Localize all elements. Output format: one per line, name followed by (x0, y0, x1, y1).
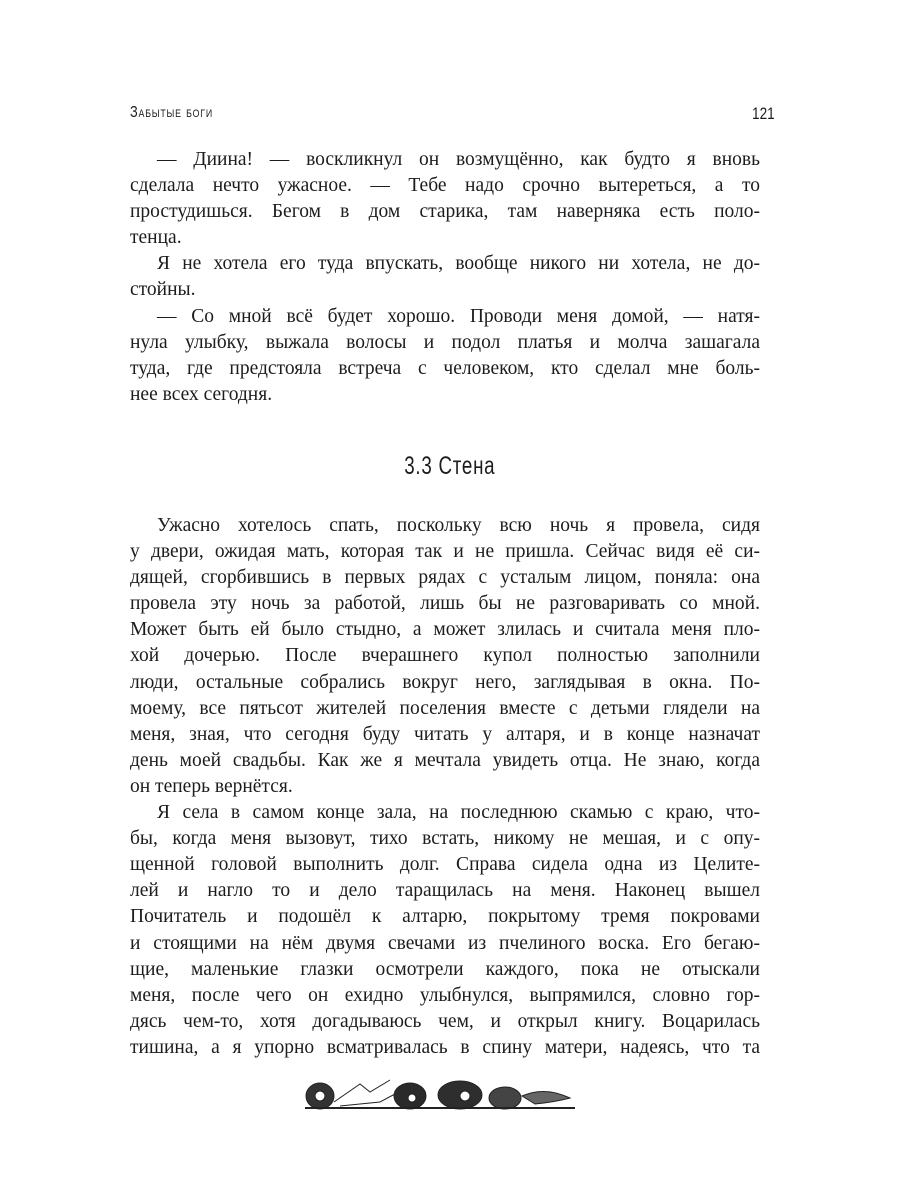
running-title: Забытые боги (130, 104, 213, 121)
text-line: стойны. (130, 279, 196, 301)
text-line: бы, когда меня вызовут, тихо встать, никому не мешая, и с опу- (130, 828, 760, 850)
text-line: Я села в самом конце зала, на последнюю скамью с краю, что- (157, 802, 760, 824)
text-line: — Диина! — воскликнул он возмущённо, как будто я вновь (157, 149, 760, 170)
text-line: день моей свадьбы. Как же я мечтала увидеть отца. Не знаю, когда (130, 749, 760, 771)
text-line: меня, после чего он ехидно улыбнулся, выпрямился, словно гор- (130, 984, 760, 1006)
text-line: Почитатель и подошёл к алтарю, покрытому тремя покровами (130, 906, 760, 928)
text-line: люди, остальные собрались вокруг него, заглядывая в окна. По- (130, 671, 760, 693)
text-line: у двери, ожидая мать, которая так и не пришла. Сейчас видя её си- (130, 541, 760, 563)
text-line: нее всех сегодня. (130, 383, 273, 405)
text-section-one (130, 147, 760, 408)
text-line: моему, все пятьсот жителей поселения вместе с детьми глядели на (130, 697, 760, 719)
text-line: туда, где предстояла встреча с человеком, кто сделал мне боль- (130, 357, 760, 379)
text-line: нула улыбку, выжала волосы и подол платья и молча зашагала (130, 331, 760, 353)
text-line: дящей, сгорбившись в первых рядах с усталым лицом, поняла: она (130, 567, 760, 589)
text-line: простудишься. Бегом в дом старика, там наверняка есть поло- (130, 201, 760, 223)
text-line: хой дочерью. После вчерашнего купол полностью заполнили (130, 645, 760, 667)
text-section-two (130, 513, 760, 1061)
text-line: меня, зная, что сегодня буду читать у алтаря, и в конце назначат (130, 723, 760, 745)
decorative-ornament-icon (300, 1072, 582, 1114)
text-line: Я не хотела его туда впускать, вообще никого ни хотела, не до- (157, 253, 760, 275)
text-line: дясь чем-то, хотя догадываюсь чем, и открыл книгу. Воцарилась (130, 1010, 760, 1032)
text-line: сделала нечто ужасное. — Тебе надо срочно вытереться, а то (130, 175, 760, 197)
text-line: щенной головой выполнить долг. Справа сидела одна из Целите- (130, 854, 760, 876)
text-line: провела эту ночь за работой, лишь бы не разговаривать со мной. (130, 593, 760, 615)
text-line: — Со мной всё будет хорошо. Проводи меня домой, — натя- (157, 305, 760, 327)
text-line: Ужасно хотелось спать, поскольку всю ночь я провела, сидя (157, 515, 760, 536)
text-line: он теперь вернётся. (130, 775, 293, 797)
text-line: лей и нагло то и дело таращилась на меня. Наконец вышел (130, 880, 760, 902)
text-line: тенца. (130, 227, 182, 249)
text-line: и стоящими на нём двумя свечами из пчелиного воска. Его бегаю- (130, 932, 760, 954)
chapter-heading-text: 3.3 Стена (404, 452, 496, 480)
chapter-heading (0, 452, 900, 481)
page-number: 121 (752, 104, 775, 123)
text-line: щие, маленькие глазки осмотрели каждого, пока не отыскали (130, 958, 760, 980)
text-line: Может быть ей было стыдно, а может злилась и считала меня пло- (130, 619, 760, 641)
text-line: тишина, а я упорно всматривалась в спину матери, надеясь, что та (130, 1036, 760, 1058)
